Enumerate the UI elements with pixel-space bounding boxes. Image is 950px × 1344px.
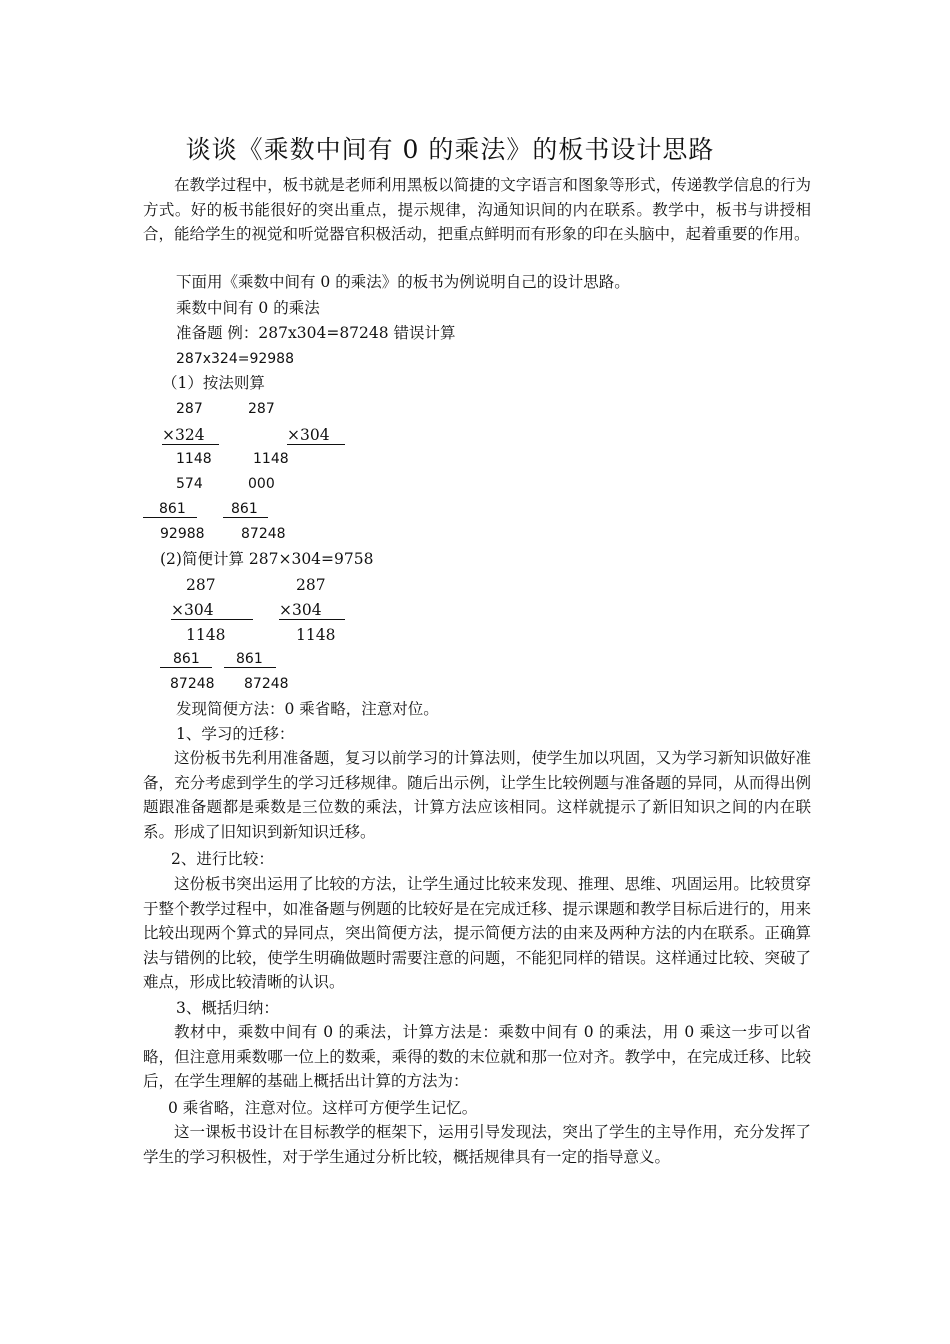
m2-right-partial-1: 1148 (296, 626, 336, 644)
section-3-body: 教材中，乘数中间有 0 的乘法，计算方法是：乘数中间有 0 的乘法，用 0 乘这一步可以省略，但注意用乘数哪一位上的数乘，乘得的数的末位就和那一位对齐。教学中，在完成迁移、比较后，在学生理解的基础上概括出计算的方法为： (143, 1023, 811, 1091)
section-3-rule: 0 乘省略，注意对位。这样可方便学生记忆。 (168, 1099, 478, 1117)
intro-paragraph: 在教学过程中，板书就是老师利用黑板以简捷的文字语言和图象等形式，传递教学信息的行为方式。好的板书能很好的突出重点，提示规律，沟通知识间的内在联系。教学中，板书与讲授相合，能给学生的视觉和听觉器官积极活动，把重点鲜明而有形象的印在头脑中，起着重要的作用。 (143, 176, 811, 244)
prep-problem: 准备题 例：287x304=87248 错误计算 (176, 324, 456, 342)
m2-right-partial-2: 861 (236, 651, 263, 667)
m1-left-partial-3: 861 (159, 501, 186, 517)
board-heading: 乘数中间有 0 的乘法 (176, 299, 320, 317)
m1-left-multiplicand: 287 (176, 401, 203, 417)
m1-left-partial-2: 574 (176, 476, 203, 492)
m1-left-sum-line (143, 517, 197, 518)
m2-left-underline (171, 619, 253, 620)
prep-problem-2: 287x324=92988 (176, 351, 294, 367)
m1-left-partial-1: 1148 (176, 451, 212, 467)
m2-left-multiplier: ×304 (171, 601, 214, 619)
m2-left-product: 87248 (170, 676, 215, 692)
section-3-title: 3、概括归纳： (176, 999, 279, 1017)
m1-right-multiplier: ×304 (287, 426, 330, 444)
m1-right-product: 87248 (241, 526, 286, 542)
method-1-label: （1）按法则算 (162, 374, 265, 392)
m2-left-partial-1: 1148 (186, 626, 226, 644)
m1-left-multiplier: ×324 (162, 426, 205, 444)
m1-right-multiplicand: 287 (248, 401, 275, 417)
m2-right-multiplier: ×304 (279, 601, 322, 619)
discovery-note: 发现简便方法：0 乘省略，注意对位。 (176, 700, 439, 718)
m1-right-partial-3: 861 (231, 501, 258, 517)
document-title: 谈谈《乘数中间有 0 的乘法》的板书设计思路 (185, 135, 715, 164)
conclusion-paragraph: 这一课板书设计在目标教学的框架下，运用引导发现法，突出了学生的主导作用，充分发挥了学生的学习积极性，对于学生通过分析比较，概括规律具有一定的指导意义。 (143, 1123, 811, 1166)
m1-right-partial-2: 000 (248, 476, 275, 492)
m1-left-underline (162, 444, 219, 445)
m1-left-product: 92988 (160, 526, 205, 542)
m2-left-multiplicand: 287 (186, 576, 216, 594)
m1-right-partial-1: 1148 (253, 451, 289, 467)
section-1-body: 这份板书先利用准备题，复习以前学习的计算法则，使学生加以巩固，又为学习新知识做好准备，充分考虑到学生的学习迁移规律。随后出示例，让学生比较例题与准备题的异同，从而得出例题跟准备题都是乘数是三位数的乘法，计算方法应该相同。这样就提示了新旧知识之间的内在联系。形成了旧知识到新知识迁移。 (143, 749, 811, 841)
m2-right-sum-line (224, 667, 276, 668)
m2-left-partial-2: 861 (173, 651, 200, 667)
m2-right-multiplicand: 287 (296, 576, 326, 594)
m2-left-sum-line (160, 667, 212, 668)
m1-right-underline (287, 444, 345, 445)
section-2-body: 这份板书突出运用了比较的方法，让学生通过比较来发现、推理、思维、巩固运用。比较贯穿于整个教学过程中，如准备题与例题的比较好是在完成迁移、提示课题和教学目标后进行的，用来比较出现两个算式的异同点，突出简便方法，提示简便方法的由来及两种方法的内在联系。正确算法与错例的比较，使学生明确做题时需要注意的问题，不能犯同样的错误。这样通过比较、突破了难点，形成比较清晰的认识。 (143, 875, 811, 992)
section-2-title: 2、进行比较： (171, 850, 274, 868)
m2-right-underline (279, 619, 345, 620)
m2-right-product: 87248 (244, 676, 289, 692)
intro-paragraph-2: 下面用《乘数中间有 0 的乘法》的板书为例说明自己的设计思路。 (176, 273, 630, 291)
m1-right-sum-line (223, 517, 268, 518)
method-2-label: (2)简便计算 287×304=9758 (160, 550, 374, 568)
section-1-title: 1、学习的迁移： (176, 725, 295, 743)
